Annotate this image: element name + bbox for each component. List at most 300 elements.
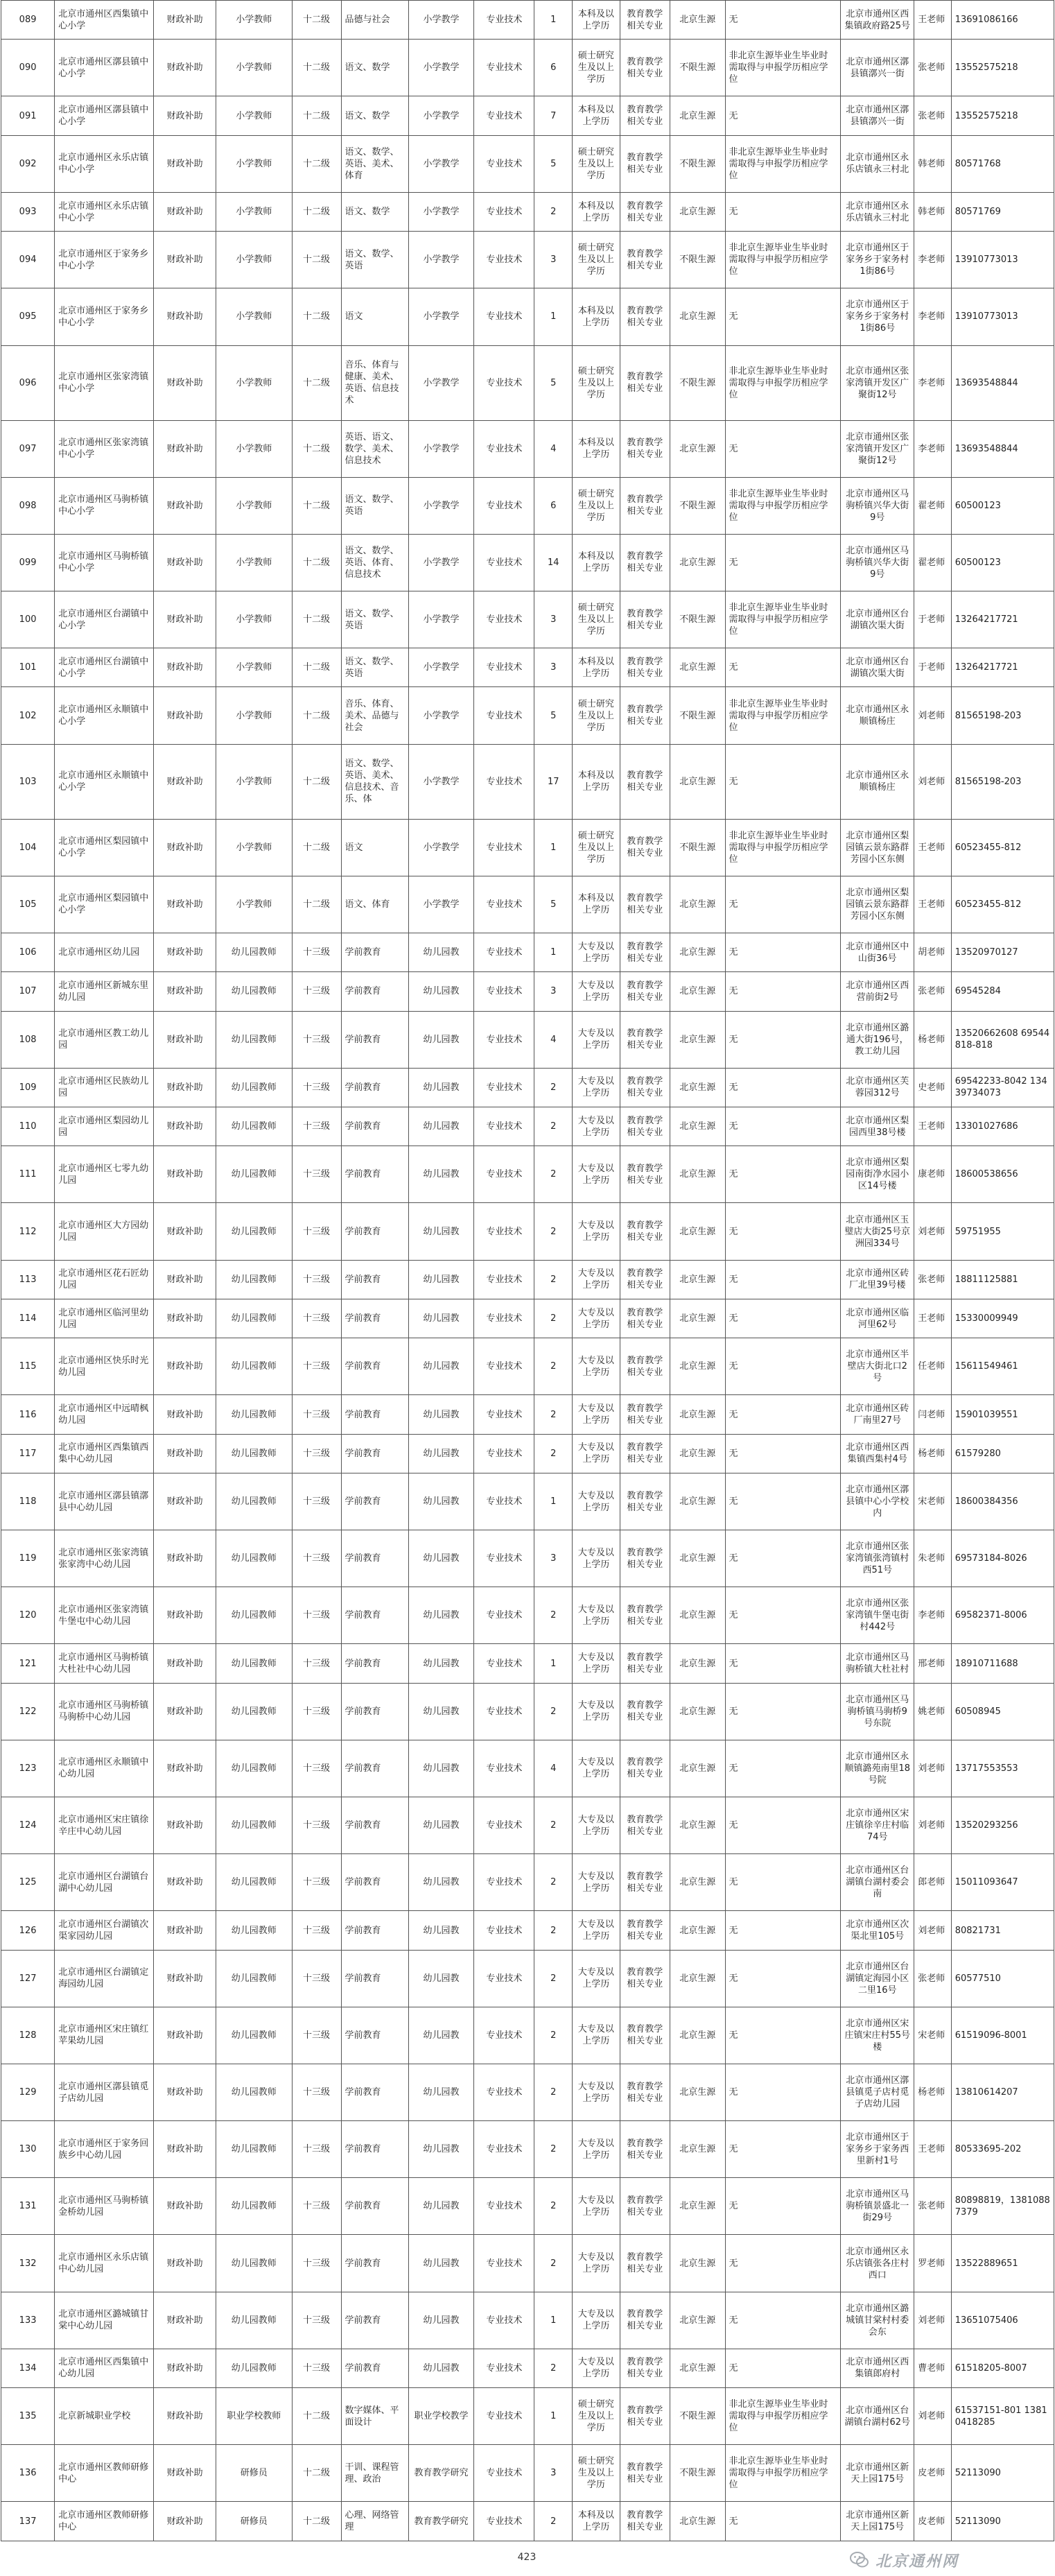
cell-education: 本科及以上学历 <box>573 1 620 40</box>
cell-subject: 语文、数学、英语、美术、信息技术、音乐、体 <box>341 744 408 819</box>
cell-subject: 学前教育 <box>341 1854 408 1911</box>
cell-job-description: 小学教学 <box>408 477 474 534</box>
cell-position: 幼儿园教师 <box>216 2121 293 2178</box>
cell-other-conditions: 非北京生源毕业生毕业时需取得与申报学历相应学位 <box>725 819 841 876</box>
cell-job-description: 幼儿园教 <box>408 1683 474 1740</box>
cell-major: 教育教学相关专业 <box>620 1011 670 1068</box>
cell-source: 不限生源 <box>670 232 725 288</box>
cell-position: 小学教师 <box>216 40 293 96</box>
cell-major: 教育教学相关专业 <box>620 1683 670 1740</box>
cell-education: 大专及以上学历 <box>573 1911 620 1950</box>
table-row <box>1 1203 1054 1260</box>
table-row <box>1 1473 1054 1530</box>
cell-employer: 北京市通州区宋庄镇红苹果幼儿园 <box>55 2007 154 2064</box>
cell-address: 北京市通州区新天上园175号 <box>841 2445 914 2502</box>
cell-subject: 语文、体育 <box>341 876 408 933</box>
cell-position-category: 专业技术 <box>474 1068 534 1107</box>
cell-subject: 语文 <box>341 288 408 345</box>
cell-grade: 十三级 <box>292 1530 341 1587</box>
cell-contact-person: 李老师 <box>914 345 952 420</box>
cell-funding-type: 财政补助 <box>154 534 216 591</box>
cell-position: 幼儿园教师 <box>216 1911 293 1950</box>
table-row <box>1 1854 1054 1911</box>
cell-other-conditions: 无 <box>725 2292 841 2349</box>
cell-contact-person: 皮老师 <box>914 2445 952 2502</box>
cell-row-number: 136 <box>1 2445 55 2502</box>
cell-major: 教育教学相关专业 <box>620 744 670 819</box>
cell-subject: 语文 <box>341 819 408 876</box>
cell-funding-type: 财政补助 <box>154 933 216 971</box>
cell-subject: 数字媒体、平面设计 <box>341 2388 408 2445</box>
cell-subject: 语文、数学 <box>341 192 408 231</box>
cell-subject: 心理、网络管理 <box>341 2502 408 2541</box>
cell-other-conditions: 无 <box>725 534 841 591</box>
table-row <box>1 933 1054 971</box>
cell-grade: 十三级 <box>292 1011 341 1068</box>
table-row <box>1 2502 1054 2541</box>
cell-phone: 13520970127 <box>951 933 1054 971</box>
cell-subject: 品德与社会 <box>341 1 408 40</box>
cell-position-category: 专业技术 <box>474 648 534 687</box>
cell-education: 大专及以上学历 <box>573 2292 620 2349</box>
cell-subject: 学前教育 <box>341 1473 408 1530</box>
cell-subject: 学前教育 <box>341 1299 408 1338</box>
cell-position-category: 专业技术 <box>474 1260 534 1299</box>
cell-source: 北京生源 <box>670 744 725 819</box>
cell-education: 本科及以上学历 <box>573 192 620 231</box>
cell-contact-person: 翟老师 <box>914 477 952 534</box>
cell-headcount: 2 <box>534 1434 573 1473</box>
cell-source: 不限生源 <box>670 345 725 420</box>
cell-position: 幼儿园教师 <box>216 1299 293 1338</box>
cell-grade: 十二级 <box>292 40 341 96</box>
cell-grade: 十三级 <box>292 1260 341 1299</box>
cell-row-number: 104 <box>1 819 55 876</box>
table-row <box>1 1797 1054 1854</box>
cell-subject: 学前教育 <box>341 1950 408 2007</box>
cell-address: 北京市通州区张家湾镇牛堡屯街村442号 <box>841 1587 914 1644</box>
cell-address: 北京市通州区永乐店镇永三村北 <box>841 192 914 231</box>
cell-grade: 十二级 <box>292 534 341 591</box>
cell-headcount: 2 <box>534 1299 573 1338</box>
cell-education: 硕士研究生及以上学历 <box>573 591 620 648</box>
table-row <box>1 972 1054 1011</box>
cell-employer: 北京市通州区西集镇中心幼儿园 <box>55 2349 154 2387</box>
cell-position: 小学教师 <box>216 96 293 135</box>
cell-education: 大专及以上学历 <box>573 1797 620 1854</box>
cell-employer: 北京市通州区快乐时光幼儿园 <box>55 1338 154 1395</box>
cell-address: 北京市通州区芙蓉园312号 <box>841 1068 914 1107</box>
cell-headcount: 6 <box>534 40 573 96</box>
cell-source: 北京生源 <box>670 2235 725 2292</box>
cell-position-category: 专业技术 <box>474 1395 534 1434</box>
cell-employer: 北京市通州区梨园镇中心小学 <box>55 819 154 876</box>
cell-position-category: 专业技术 <box>474 2121 534 2178</box>
cell-position-category: 专业技术 <box>474 1854 534 1911</box>
cell-education: 大专及以上学历 <box>573 1473 620 1530</box>
table-row <box>1 2349 1054 2387</box>
cell-other-conditions: 无 <box>725 2121 841 2178</box>
cell-contact-person: 于老师 <box>914 648 952 687</box>
cell-subject: 学前教育 <box>341 2064 408 2120</box>
cell-education: 硕士研究生及以上学历 <box>573 2445 620 2502</box>
cell-address: 北京市通州区潞通大街196号，教工幼儿园 <box>841 1011 914 1068</box>
cell-row-number: 097 <box>1 420 55 477</box>
cell-contact-person: 李老师 <box>914 288 952 345</box>
cell-row-number: 129 <box>1 2064 55 2120</box>
cell-education: 大专及以上学历 <box>573 1107 620 1146</box>
cell-source: 北京生源 <box>670 96 725 135</box>
cell-source: 北京生源 <box>670 1854 725 1911</box>
cell-source: 北京生源 <box>670 1338 725 1395</box>
cell-phone: 18600538656 <box>951 1146 1054 1203</box>
cell-row-number: 100 <box>1 591 55 648</box>
cell-major: 教育教学相关专业 <box>620 1260 670 1299</box>
cell-phone: 60500123 <box>951 534 1054 591</box>
cell-grade: 十三级 <box>292 1146 341 1203</box>
cell-row-number: 107 <box>1 972 55 1011</box>
cell-funding-type: 财政补助 <box>154 876 216 933</box>
cell-funding-type: 财政补助 <box>154 687 216 744</box>
cell-position: 研修员 <box>216 2502 293 2541</box>
cell-source: 北京生源 <box>670 1068 725 1107</box>
cell-major: 教育教学相关专业 <box>620 1797 670 1854</box>
cell-education: 大专及以上学历 <box>573 1299 620 1338</box>
cell-employer: 北京市通州区西集镇中心小学 <box>55 1 154 40</box>
cell-other-conditions: 无 <box>725 1107 841 1146</box>
cell-source: 北京生源 <box>670 1203 725 1260</box>
cell-contact-person: 刘老师 <box>914 687 952 744</box>
cell-major: 教育教学相关专业 <box>620 2349 670 2387</box>
cell-source: 北京生源 <box>670 1260 725 1299</box>
cell-funding-type: 财政补助 <box>154 648 216 687</box>
table-row <box>1 687 1054 744</box>
cell-row-number: 114 <box>1 1299 55 1338</box>
cell-funding-type: 财政补助 <box>154 2178 216 2235</box>
cell-phone: 13651075406 <box>951 2292 1054 2349</box>
cell-education: 大专及以上学历 <box>573 1530 620 1587</box>
cell-job-description: 幼儿园教 <box>408 1107 474 1146</box>
cell-subject: 学前教育 <box>341 2349 408 2387</box>
table-row <box>1 1434 1054 1473</box>
cell-job-description: 小学教学 <box>408 96 474 135</box>
cell-major: 教育教学相关专业 <box>620 1950 670 2007</box>
table-row <box>1 1950 1054 2007</box>
cell-other-conditions: 无 <box>725 1797 841 1854</box>
cell-job-description: 小学教学 <box>408 232 474 288</box>
cell-address: 北京市通州区马驹桥镇马驹桥9号东院 <box>841 1683 914 1740</box>
cell-grade: 十二级 <box>292 477 341 534</box>
cell-row-number: 109 <box>1 1068 55 1107</box>
cell-education: 大专及以上学历 <box>573 2235 620 2292</box>
table-row <box>1 477 1054 534</box>
cell-education: 本科及以上学历 <box>573 420 620 477</box>
cell-row-number: 112 <box>1 1203 55 1260</box>
cell-headcount: 2 <box>534 1911 573 1950</box>
cell-grade: 十三级 <box>292 1587 341 1644</box>
cell-education: 大专及以上学历 <box>573 1011 620 1068</box>
cell-funding-type: 财政补助 <box>154 2445 216 2502</box>
cell-grade: 十三级 <box>292 1434 341 1473</box>
cell-phone: 80571768 <box>951 135 1054 192</box>
cell-job-description: 幼儿园教 <box>408 1854 474 1911</box>
cell-headcount: 2 <box>534 2007 573 2064</box>
cell-phone: 80898819，13810887379 <box>951 2178 1054 2235</box>
cell-position: 幼儿园教师 <box>216 1146 293 1203</box>
cell-position-category: 专业技术 <box>474 819 534 876</box>
cell-phone: 18600384356 <box>951 1473 1054 1530</box>
cell-headcount: 1 <box>534 288 573 345</box>
cell-phone: 13264217721 <box>951 648 1054 687</box>
cell-education: 硕士研究生及以上学历 <box>573 2388 620 2445</box>
cell-address: 北京市通州区台湖镇台湖村62号 <box>841 2388 914 2445</box>
cell-employer: 北京市通州区张家湾镇中心小学 <box>55 345 154 420</box>
recruitment-table <box>1 0 1054 2541</box>
cell-source: 北京生源 <box>670 288 725 345</box>
cell-source: 北京生源 <box>670 2121 725 2178</box>
cell-address: 北京市通州区漷县镇觅子店村觅子店幼儿园 <box>841 2064 914 2120</box>
cell-major: 教育教学相关专业 <box>620 933 670 971</box>
cell-funding-type: 财政补助 <box>154 96 216 135</box>
cell-employer: 北京市通州区西集镇西集中心幼儿园 <box>55 1434 154 1473</box>
cell-major: 教育教学相关专业 <box>620 534 670 591</box>
cell-employer: 北京市通州区潞城镇甘棠中心幼儿园 <box>55 2292 154 2349</box>
cell-job-description: 幼儿园教 <box>408 1011 474 1068</box>
cell-employer: 北京市通州区马驹桥镇中心小学 <box>55 477 154 534</box>
cell-subject: 学前教育 <box>341 1683 408 1740</box>
cell-contact-person: 刘老师 <box>914 2388 952 2445</box>
cell-position: 幼儿园教师 <box>216 1683 293 1740</box>
cell-position: 小学教师 <box>216 687 293 744</box>
cell-education: 大专及以上学历 <box>573 933 620 971</box>
cell-contact-person: 张老师 <box>914 972 952 1011</box>
cell-position-category: 专业技术 <box>474 1950 534 2007</box>
cell-major: 教育教学相关专业 <box>620 1644 670 1683</box>
cell-education: 大专及以上学历 <box>573 2121 620 2178</box>
cell-headcount: 2 <box>534 1797 573 1854</box>
watermark <box>849 2549 959 2571</box>
cell-source: 北京生源 <box>670 1644 725 1683</box>
cell-grade: 十三级 <box>292 972 341 1011</box>
cell-row-number: 092 <box>1 135 55 192</box>
cell-phone: 13717553553 <box>951 1740 1054 1797</box>
cell-headcount: 2 <box>534 1260 573 1299</box>
cell-position-category: 专业技术 <box>474 40 534 96</box>
cell-job-description: 小学教学 <box>408 534 474 591</box>
cell-headcount: 3 <box>534 591 573 648</box>
cell-funding-type: 财政补助 <box>154 1068 216 1107</box>
wechat-icon <box>849 2550 870 2570</box>
cell-headcount: 3 <box>534 648 573 687</box>
cell-job-description: 幼儿园教 <box>408 1395 474 1434</box>
cell-contact-person: 康老师 <box>914 1146 952 1203</box>
cell-grade: 十三级 <box>292 1395 341 1434</box>
cell-major: 教育教学相关专业 <box>620 477 670 534</box>
cell-row-number: 094 <box>1 232 55 288</box>
cell-phone: 60508945 <box>951 1683 1054 1740</box>
cell-education: 本科及以上学历 <box>573 96 620 135</box>
cell-contact-person: 宋老师 <box>914 1473 952 1530</box>
cell-headcount: 3 <box>534 1530 573 1587</box>
cell-row-number: 135 <box>1 2388 55 2445</box>
cell-major: 教育教学相关专业 <box>620 1107 670 1146</box>
cell-contact-person: 张老师 <box>914 1260 952 1299</box>
cell-funding-type: 财政补助 <box>154 744 216 819</box>
cell-phone: 80571769 <box>951 192 1054 231</box>
cell-headcount: 1 <box>534 1473 573 1530</box>
cell-job-description: 幼儿园教 <box>408 2349 474 2387</box>
cell-subject: 学前教育 <box>341 1434 408 1473</box>
cell-subject: 学前教育 <box>341 1395 408 1434</box>
cell-other-conditions: 无 <box>725 2064 841 2120</box>
cell-address: 北京市通州区玉璧店大街25号京洲园334号 <box>841 1203 914 1260</box>
cell-address: 北京市通州区宋庄镇宋庄村55号楼 <box>841 2007 914 2064</box>
cell-grade: 十二级 <box>292 288 341 345</box>
cell-subject: 学前教育 <box>341 1146 408 1203</box>
cell-phone: 60523455-812 <box>951 819 1054 876</box>
cell-contact-person: 张老师 <box>914 40 952 96</box>
cell-headcount: 2 <box>534 1854 573 1911</box>
cell-job-description: 幼儿园教 <box>408 1299 474 1338</box>
cell-other-conditions: 无 <box>725 2007 841 2064</box>
cell-headcount: 2 <box>534 2121 573 2178</box>
cell-funding-type: 财政补助 <box>154 591 216 648</box>
cell-contact-person: 胡老师 <box>914 933 952 971</box>
cell-other-conditions: 无 <box>725 648 841 687</box>
cell-row-number: 106 <box>1 933 55 971</box>
cell-other-conditions: 无 <box>725 2502 841 2541</box>
table-row <box>1 534 1054 591</box>
cell-position-category: 专业技术 <box>474 2235 534 2292</box>
cell-position: 小学教师 <box>216 420 293 477</box>
cell-contact-person: 王老师 <box>914 1107 952 1146</box>
cell-position-category: 专业技术 <box>474 2064 534 2120</box>
cell-source: 不限生源 <box>670 591 725 648</box>
cell-phone: 13520293256 <box>951 1797 1054 1854</box>
cell-employer: 北京市通州区张家湾镇牛堡屯中心幼儿园 <box>55 1587 154 1644</box>
cell-other-conditions: 无 <box>725 1950 841 2007</box>
cell-other-conditions: 非北京生源毕业生毕业时需取得与申报学历相应学位 <box>725 477 841 534</box>
cell-contact-person: 王老师 <box>914 1 952 40</box>
cell-major: 教育教学相关专业 <box>620 1911 670 1950</box>
cell-grade: 十三级 <box>292 1950 341 2007</box>
cell-source: 北京生源 <box>670 1 725 40</box>
cell-other-conditions: 无 <box>725 96 841 135</box>
cell-major: 教育教学相关专业 <box>620 2178 670 2235</box>
cell-major: 教育教学相关专业 <box>620 1203 670 1260</box>
cell-source: 北京生源 <box>670 1011 725 1068</box>
cell-source: 不限生源 <box>670 2445 725 2502</box>
cell-other-conditions: 非北京生源毕业生毕业时需取得与申报学历相应学位 <box>725 591 841 648</box>
cell-employer: 北京市通州区张家湾镇中心小学 <box>55 420 154 477</box>
cell-source: 北京生源 <box>670 1299 725 1338</box>
cell-employer: 北京市通州区台湖镇台湖中心幼儿园 <box>55 1854 154 1911</box>
cell-education: 大专及以上学历 <box>573 1950 620 2007</box>
cell-funding-type: 财政补助 <box>154 1011 216 1068</box>
cell-contact-person: 张老师 <box>914 1950 952 2007</box>
cell-job-description: 幼儿园教 <box>408 2007 474 2064</box>
cell-funding-type: 财政补助 <box>154 1299 216 1338</box>
table-row <box>1 1587 1054 1644</box>
cell-other-conditions: 无 <box>725 1011 841 1068</box>
cell-headcount: 2 <box>534 1107 573 1146</box>
cell-headcount: 2 <box>534 2349 573 2387</box>
cell-headcount: 1 <box>534 2292 573 2349</box>
cell-position: 幼儿园教师 <box>216 1797 293 1854</box>
cell-contact-person: 郎老师 <box>914 1854 952 1911</box>
cell-major: 教育教学相关专业 <box>620 2292 670 2349</box>
cell-source: 不限生源 <box>670 687 725 744</box>
cell-position-category: 专业技术 <box>474 687 534 744</box>
cell-headcount: 2 <box>534 1203 573 1260</box>
cell-address: 北京市通州区梨园镇云景东路群芳园小区东侧 <box>841 819 914 876</box>
cell-position-category: 专业技术 <box>474 876 534 933</box>
cell-address: 北京市通州区砖厂南里27号 <box>841 1395 914 1434</box>
cell-employer: 北京市通州区张家湾镇张家湾中心幼儿园 <box>55 1530 154 1587</box>
cell-other-conditions: 无 <box>725 2235 841 2292</box>
cell-phone: 69573184-8026 <box>951 1530 1054 1587</box>
cell-subject: 语文、数学、英语、美术、体育 <box>341 135 408 192</box>
cell-education: 硕士研究生及以上学历 <box>573 687 620 744</box>
cell-position-category: 专业技术 <box>474 534 534 591</box>
cell-employer: 北京市通州区中远晴枫幼儿园 <box>55 1395 154 1434</box>
cell-row-number: 098 <box>1 477 55 534</box>
cell-major: 教育教学相关专业 <box>620 2445 670 2502</box>
cell-position: 幼儿园教师 <box>216 1473 293 1530</box>
cell-job-description: 小学教学 <box>408 648 474 687</box>
cell-position: 幼儿园教师 <box>216 1740 293 1797</box>
table-row <box>1 2445 1054 2502</box>
cell-major: 教育教学相关专业 <box>620 96 670 135</box>
cell-headcount: 17 <box>534 744 573 819</box>
cell-phone: 80533695-202 <box>951 2121 1054 2178</box>
cell-phone: 60523455-812 <box>951 876 1054 933</box>
cell-other-conditions: 无 <box>725 1587 841 1644</box>
cell-education: 硕士研究生及以上学历 <box>573 232 620 288</box>
cell-other-conditions: 无 <box>725 288 841 345</box>
cell-employer: 北京市通州区漷县镇中心小学 <box>55 96 154 135</box>
cell-contact-person: 史老师 <box>914 1068 952 1107</box>
cell-position-category: 专业技术 <box>474 232 534 288</box>
cell-address: 北京市通州区永顺镇潞苑南里18号院 <box>841 1740 914 1797</box>
cell-grade: 十三级 <box>292 1203 341 1260</box>
cell-contact-person: 杨老师 <box>914 1011 952 1068</box>
cell-job-description: 小学教学 <box>408 192 474 231</box>
cell-education: 大专及以上学历 <box>573 1395 620 1434</box>
cell-headcount: 1 <box>534 1644 573 1683</box>
cell-education: 本科及以上学历 <box>573 2502 620 2541</box>
cell-row-number: 119 <box>1 1530 55 1587</box>
cell-grade: 十三级 <box>292 2178 341 2235</box>
cell-address: 北京市通州区临河里62号 <box>841 1299 914 1338</box>
cell-funding-type: 财政补助 <box>154 192 216 231</box>
cell-address: 北京市通州区漷县镇漷兴一街 <box>841 40 914 96</box>
cell-job-description: 幼儿园教 <box>408 1911 474 1950</box>
cell-position: 幼儿园教师 <box>216 1338 293 1395</box>
cell-row-number: 120 <box>1 1587 55 1644</box>
cell-funding-type: 财政补助 <box>154 1911 216 1950</box>
cell-grade: 十二级 <box>292 2502 341 2541</box>
cell-subject: 学前教育 <box>341 1011 408 1068</box>
cell-funding-type: 财政补助 <box>154 1260 216 1299</box>
cell-employer: 北京市通州区漷县镇漷县中心幼儿园 <box>55 1473 154 1530</box>
cell-row-number: 124 <box>1 1797 55 1854</box>
cell-phone: 61579280 <box>951 1434 1054 1473</box>
cell-job-description: 教育教学研究 <box>408 2445 474 2502</box>
cell-other-conditions: 无 <box>725 1203 841 1260</box>
cell-employer: 北京市通州区大方园幼儿园 <box>55 1203 154 1260</box>
cell-major: 教育教学相关专业 <box>620 591 670 648</box>
